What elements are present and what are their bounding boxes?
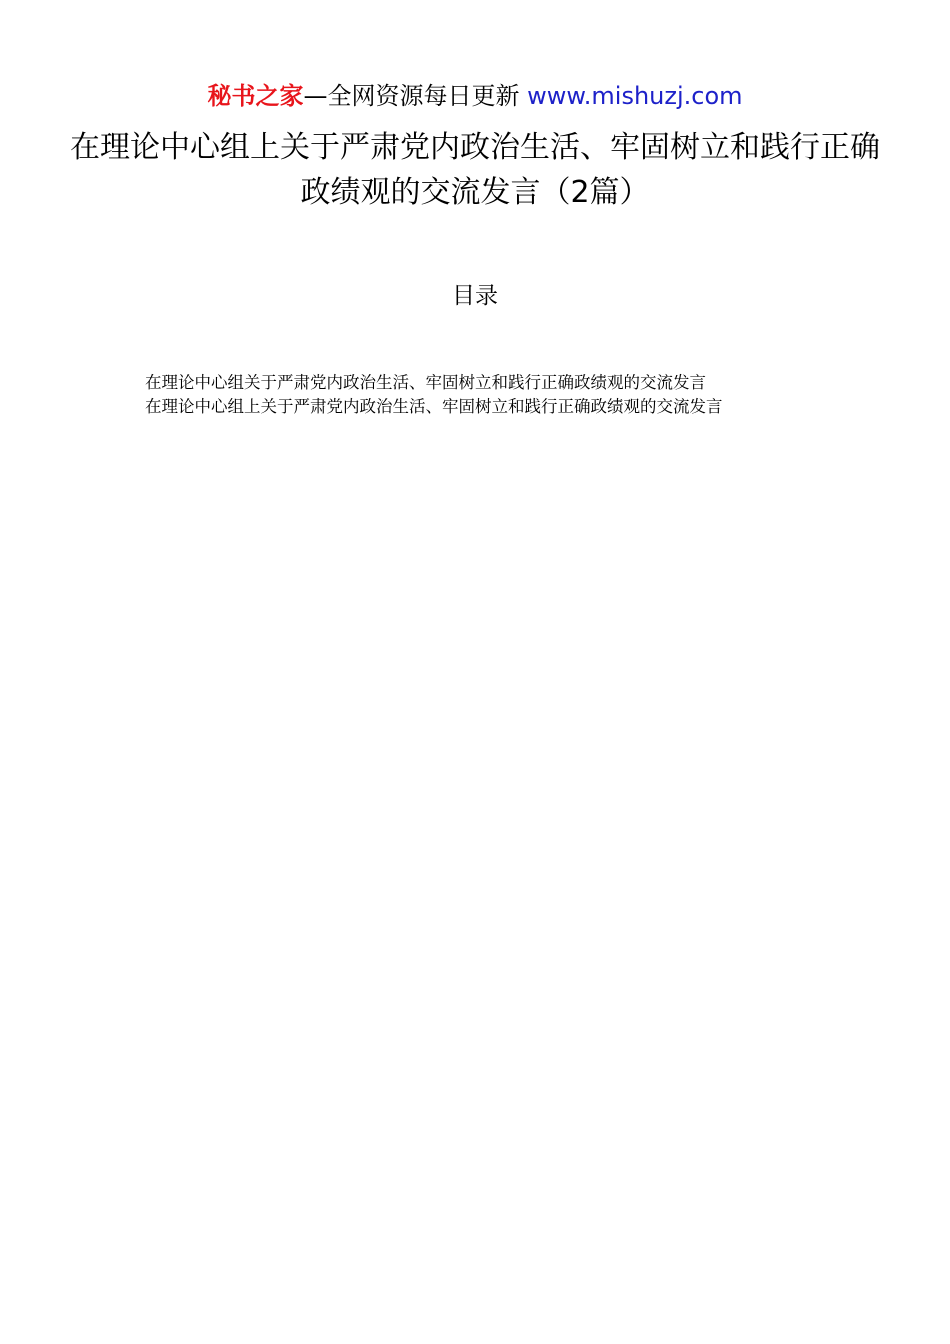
brand-name: 秘书之家 (207, 82, 304, 110)
toc-item-2[interactable]: 在理论中心组上关于严肃党内政治生活、牢固树立和践行正确政绩观的交流发言 (145, 397, 723, 416)
toc-item-1[interactable]: 在理论中心组关于严肃党内政治生活、牢固树立和践行正确政绩观的交流发言 (145, 373, 706, 392)
site-header (0, 80, 950, 112)
table-of-contents (145, 371, 810, 419)
site-url-link[interactable]: www.mishuzj.com (527, 82, 743, 110)
header-tagline: —全网资源每日更新 (303, 82, 520, 110)
document-title: 在理论中心组上关于严肃党内政治生活、牢固树立和践行正确政绩观的交流发言（2篇） (70, 130, 880, 210)
toc-heading: 目录 (452, 283, 498, 309)
